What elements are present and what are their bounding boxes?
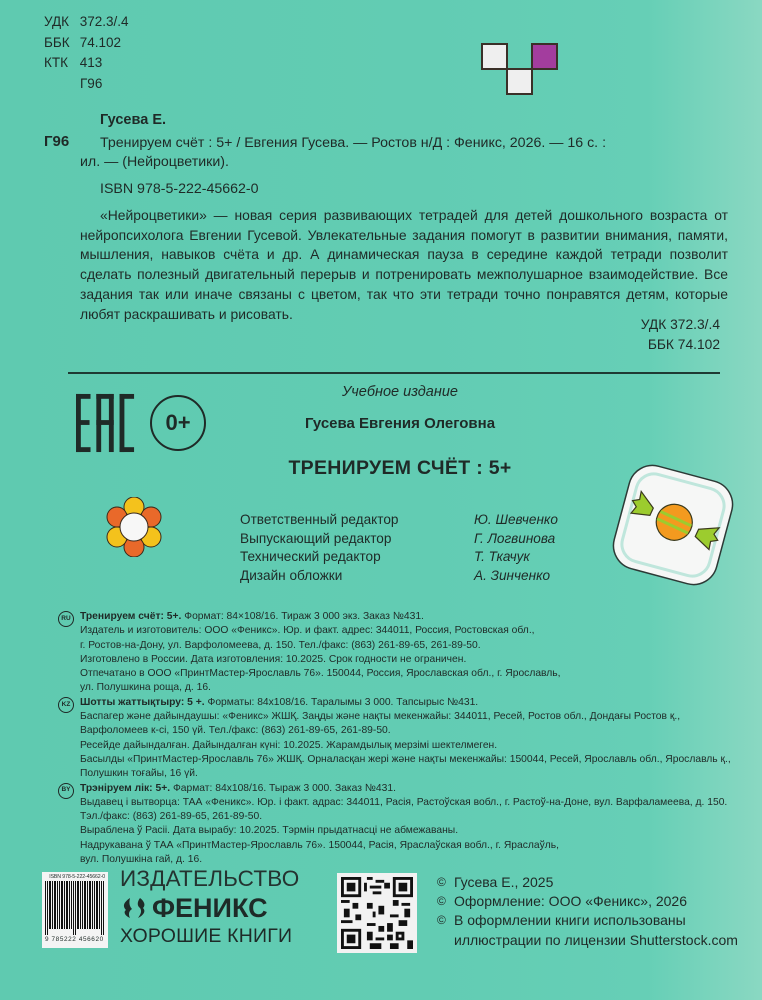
copyright-text: иллюстрации по лицензии Shutterstock.com xyxy=(454,931,738,948)
copyright-icon: © xyxy=(437,894,446,909)
bib-line-1: Тренируем счёт : 5+ / Евгения Гусева. — Ростов н/Д : Феникс, 2026. — 16 с. : xyxy=(100,135,607,151)
credit-name: Т. Ткачук xyxy=(474,549,530,565)
copyright-text: Оформление: ООО «Феникс», 2026 xyxy=(454,893,687,910)
smallprint-line: Надрукавана ў ТАА «ПринтМастер-Ярославль 76». 150044, Расія, Яраслаўская вобл., г. Яраслаўль, xyxy=(80,839,560,851)
lang-badge-kz: KZ xyxy=(58,697,74,713)
smallprint-by xyxy=(58,782,748,868)
ktk-label: КТК xyxy=(44,55,68,70)
smallprint-line: Формат: 84×108/16. Тираж 3 000 экз. Заказ №431. xyxy=(181,611,424,622)
smallprint-kz xyxy=(58,696,748,782)
bib-code: Г96 xyxy=(44,133,70,150)
smallprint-line: Варфоломеев к-сі, 150 үй. Тел./факс: (863) 261-89-65, 261-89-50. xyxy=(80,725,391,737)
eac-mark-icon xyxy=(76,393,136,453)
credit-role: Выпускающий редактор xyxy=(240,530,392,546)
credits xyxy=(240,511,558,585)
candy-tile-icon xyxy=(608,460,738,590)
smallprint-line: Басылды «ПринтМастер-Ярославль 76» ЖШҚ. Орналасқан жері және нақты мекенжайы: 150044, Ресей, Ярославль обл., Ярославль қ., xyxy=(80,753,731,765)
copyright xyxy=(437,873,738,950)
ktk-value: 413 xyxy=(79,55,103,70)
smallprint-line: Ресейде дайындалған. Дайындалған күні: 10.2025. Жарамдылық мерзімі шектелмеген. xyxy=(80,739,498,751)
age-rating-badge: 0+ xyxy=(150,395,206,451)
udk-label: УДК xyxy=(44,14,69,29)
lang-badge-by: BY xyxy=(58,783,74,799)
edition-type: Учебное издание xyxy=(342,384,458,400)
copyright-icon: © xyxy=(437,913,446,928)
catalog-codes xyxy=(44,12,129,94)
udk-right: УДК 372.3/.4 xyxy=(640,317,720,332)
smallprint-line: вул. Полушкіна гай, д. 16. xyxy=(80,854,203,866)
credit-row xyxy=(240,511,558,530)
puzzle-squares-icon xyxy=(481,43,561,97)
smallprint-line: ул. Полушкина роща, д. 16. xyxy=(80,682,211,694)
copyright-spacer xyxy=(437,931,454,950)
bib-line-2: ил. — (Нейроцветики). xyxy=(80,154,229,170)
qr-code[interactable] xyxy=(337,873,417,953)
copyright-row xyxy=(437,931,738,950)
credit-role: Технический редактор xyxy=(240,549,381,565)
barcode-bars-icon xyxy=(45,881,105,935)
codes-right xyxy=(641,315,720,354)
publisher-name-row xyxy=(120,892,330,924)
smallprint-line: Выраблена ў Расіі. Дата вырабу: 10.2025. Тэрмін прыдатнасці не абмежаваны. xyxy=(80,825,459,837)
copyright-icon: © xyxy=(437,875,446,889)
eac-logo-icon xyxy=(76,393,136,453)
bbk-right: ББК 74.102 xyxy=(647,336,720,352)
divider xyxy=(68,372,720,374)
copyright-row xyxy=(437,873,738,892)
author-full-name: Гусева Евгения Олеговна xyxy=(304,415,496,432)
isbn: ISBN 978-5-222-45662-0 xyxy=(100,181,259,197)
barcode xyxy=(42,872,108,948)
copyright-row xyxy=(437,892,738,911)
smallprint-line: Тэл./факс: (863) 261-89-65, 261-89-50. xyxy=(80,811,263,823)
smallprint-line: Форматы: 84х108/16. Таралымы 3 000. Тапсырыс №431. xyxy=(204,696,479,708)
copyright-text: Гусева Е., 2025 xyxy=(454,874,554,890)
smallprint-line: Фармат: 84х108/16. Тыраж 3 000. Заказ №431. xyxy=(170,782,396,794)
credit-name: Ю. Шевченко xyxy=(474,512,558,527)
smallprint-line: Выдавец і вытворца: ТАА «Феникс». Юр. і факт. адрас: 344011, Расія, Растоўская вобл., г. Растоў-на-Доне, вул. Варфаламеева, д. 150. xyxy=(80,796,728,808)
credit-name: Г. Логвинова xyxy=(474,530,556,546)
credit-name: А. Зинченко xyxy=(474,567,551,583)
credit-row xyxy=(240,567,558,586)
phoenix-logo-icon xyxy=(120,896,148,920)
smallprint xyxy=(58,610,748,867)
annotation-text: «Нейроцветики» — новая серия развивающих тетрадей для детей дошкольного возраста от нейропсихолога Евгении Гусевой. Увлекательные задания помогут в развитии внимания, памяти, мышления, навыков счёта и др. А динамическая пауза в середине каждой тетради позволит сделать полезный двигательный перерыв и потренировать межполушарное взаимодействие. Все задания так или иначе связаны с цветом, так что эти тетради точно понравятся детям, которые любят раскрашивать и рисовать. xyxy=(80,207,728,322)
smallprint-line: Баспагер және дайындаушы: «Феникс» ЖШҚ. Заңды және нақты мекенжайы: 344011, Ресей, Ростов обл., Дондағы Ростов қ., xyxy=(80,711,681,723)
barcode-digits: 9 785222 456620 xyxy=(45,936,104,943)
copyright-text: В оформлении книги использованы xyxy=(454,912,686,929)
smallprint-ru xyxy=(58,610,748,696)
author-mark: Г96 xyxy=(80,75,103,91)
book-title: ТРЕНИРУЕМ СЧЁТ : 5+ xyxy=(288,457,512,479)
smallprint-line: Отпечатано в ООО «ПринтМастер-Ярославль 76». 150044, Россия, Ярославская обл., г. Ярославль, xyxy=(80,668,561,680)
annotation xyxy=(80,206,728,324)
smallprint-title: Тренируем счёт: 5+. xyxy=(80,611,182,622)
credit-row xyxy=(240,548,558,567)
publisher-name: ФЕНИКС xyxy=(152,893,268,923)
smallprint-title: Шотты жаттықтыру: 5 +. xyxy=(80,696,205,708)
lang-badge-ru: RU xyxy=(58,611,74,627)
smallprint-line: Издатель и изготовитель: ООО «Феникс». Юр. и факт. адрес: 344011, Россия, Ростовская обл., xyxy=(80,625,535,637)
publisher-label: ИЗДАТЕЛЬСТВО xyxy=(120,866,300,891)
udk-value: 372.3/.4 xyxy=(79,14,129,29)
smallprint-line: Изготовлено в России. Дата изготовления: 10.2025. Срок годности не ограничен. xyxy=(80,653,467,665)
publisher-slogan: ХОРОШИЕ КНИГИ xyxy=(120,925,293,947)
smallprint-line: г. Ростов-на-Дону, ул. Варфоломеева, д. 150. Тел./факс: (863) 261-89-65, 261-89-50. xyxy=(80,639,481,651)
bib-author: Гусева Е. xyxy=(100,112,167,128)
flower-icon xyxy=(104,497,164,557)
barcode-isbn: ISBN 978-5-222-45662-0 xyxy=(49,874,105,880)
copyright-row xyxy=(437,911,738,930)
bbk-value: 74.102 xyxy=(79,34,122,50)
smallprint-title: Трэніруем лік: 5+. xyxy=(80,782,171,794)
credit-role: Дизайн обложки xyxy=(240,567,343,583)
publisher-logo xyxy=(120,866,330,948)
bbk-label: ББК xyxy=(44,34,70,50)
qr-code-icon xyxy=(341,877,413,949)
smallprint-line: Полушкин тоғайы, 16 үй. xyxy=(80,768,198,780)
credit-role: Ответственный редактор xyxy=(240,512,399,527)
credit-row xyxy=(240,530,558,549)
